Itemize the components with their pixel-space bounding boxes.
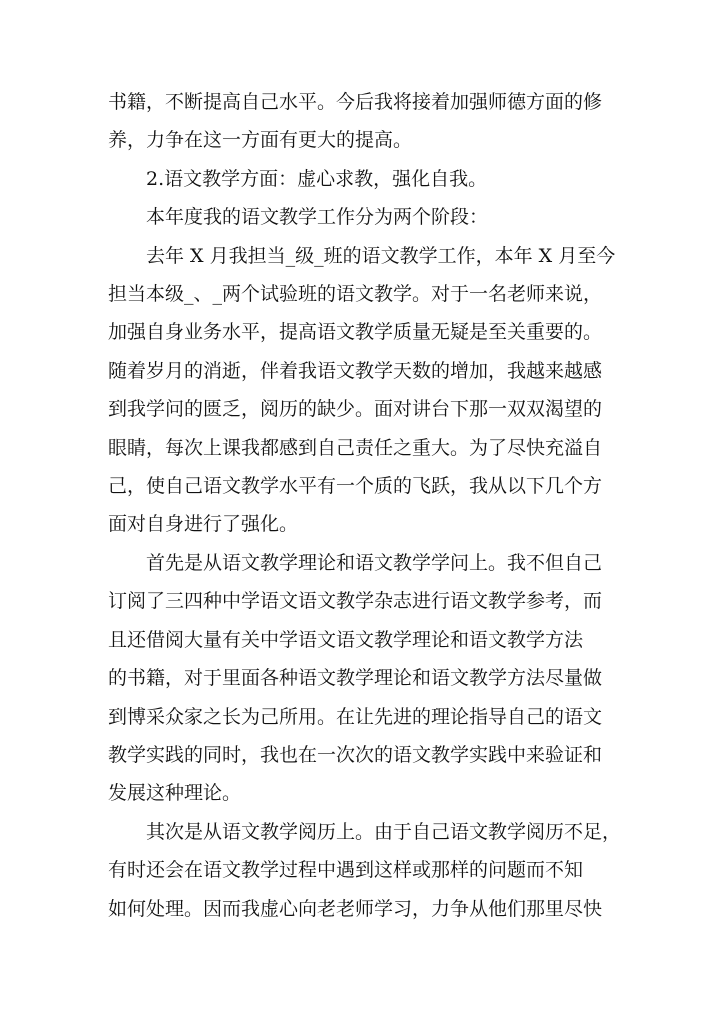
text-line: 加强自身业务水平，提高语文教学质量无疑是至关重要的。 (108, 321, 603, 344)
text-line: 去年 X 月我担当_级_班的语文教学工作，本年 X 月至今 (146, 244, 616, 267)
text-line: 其次是从语文教学阅历上。由于自己语文教学阅历不足， (146, 820, 622, 843)
text-line: 订阅了三四种中学语文语文教学杂志进行语文教学参考，而 (108, 590, 603, 613)
text-line: 担当本级_、_两个试验班的语文教学。对于一名老师来说， (108, 283, 603, 306)
text-line: 书籍，不断提高自己水平。今后我将接着加强师德方面的修 (108, 91, 603, 113)
text-line: 的书籍，对于里面各种语文教学理论和语文教学方法尽量做 (108, 667, 603, 690)
text-line: 养，力争在这一方面有更大的提高。 (108, 129, 413, 152)
text-line: 首先是从语文教学理论和语文教学学问上。我不但自己 (146, 551, 603, 574)
text-line: 发展这种理论。 (108, 782, 242, 805)
text-line: 面对自身进行了强化。 (108, 513, 299, 536)
text-line: 教学实践的同时，我也在一次次的语文教学实践中来验证和 (108, 743, 603, 766)
document-body (108, 83, 622, 928)
section-heading: 2.语文教学方面：虚心求教，强化自我。 (146, 167, 488, 190)
text-line: 本年度我的语文教学工作分为两个阶段： (146, 206, 489, 229)
text-line: 到我学问的匮乏，阅历的缺少。面对讲台下那一双双渴望的 (108, 398, 603, 421)
text-line: 眼睛，每次上课我都感到自己责任之重大。为了尽快充溢自 (108, 436, 603, 459)
text-line: 且还借阅大量有关中学语文语文教学理论和语文教学方法 (108, 628, 584, 651)
text-line: 如何处理。因而我虚心向老老师学习，力争从他们那里尽快 (108, 897, 603, 920)
text-line: 己，使自己语文教学水平有一个质的飞跃，我从以下几个方 (108, 475, 603, 498)
text-line: 到博采众家之长为己所用。在让先进的理论指导自己的语文 (108, 705, 603, 728)
text-line: 有时还会在语文教学过程中遇到这样或那样的问题而不知 (108, 859, 584, 882)
text-line: 随着岁月的消逝，伴着我语文教学天数的增加，我越来越感 (108, 359, 603, 382)
